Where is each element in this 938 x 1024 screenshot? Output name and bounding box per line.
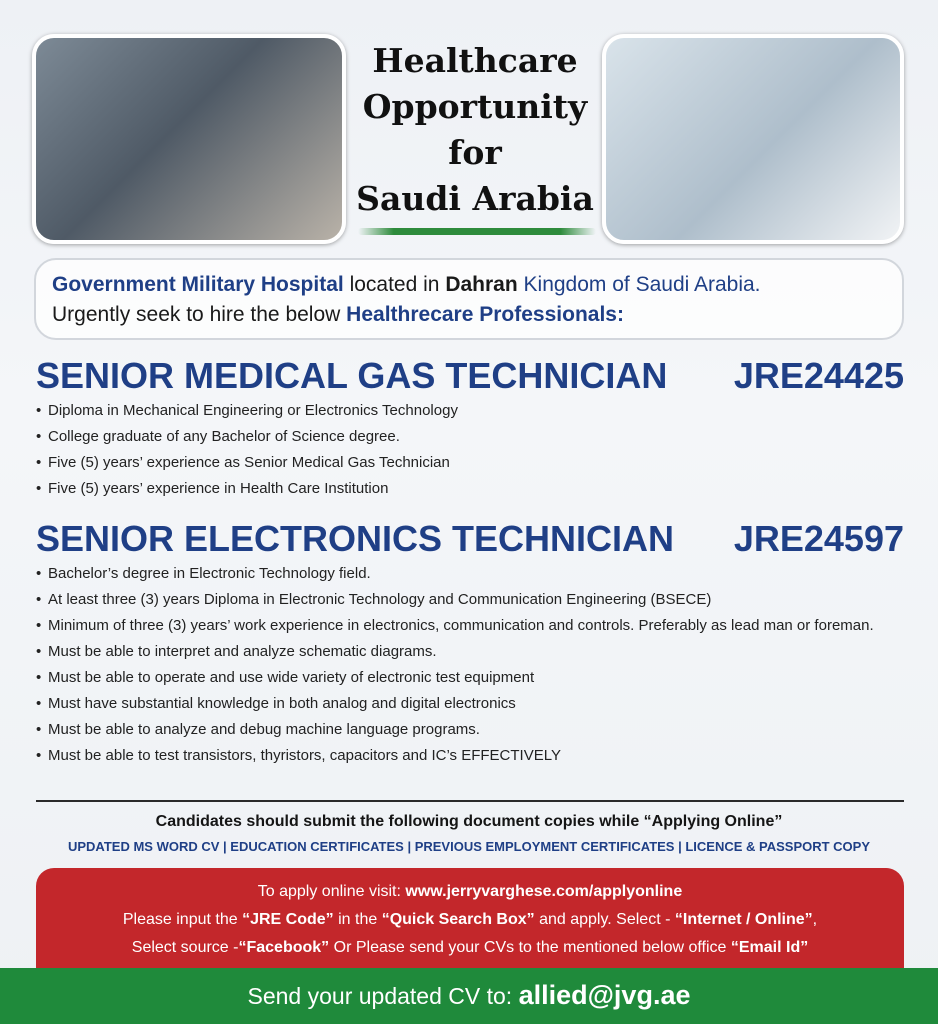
- list-item: • Must have substantial knowledge in both analog and digital electronics: [36, 693, 908, 714]
- apply-box: [36, 868, 904, 970]
- list-item: • Minimum of three (3) years’ work experience in electronics, communication and controls. Preferably as lead man or foreman.: [36, 615, 908, 636]
- apply-line-3: Select source -“Facebook” Or Please send your CVs to the mentioned below office “Email Id”: [131, 939, 809, 956]
- headline-underline: [358, 228, 596, 235]
- intro-line-1: Government Military Hospital located in Dahran Kingdom of Saudi Arabia.: [52, 273, 761, 296]
- job-title-1: SENIOR MEDICAL GAS TECHNICIAN JRE24425: [36, 355, 904, 396]
- technician-photo-left: [32, 34, 346, 244]
- headline: Healthcare Opportunity for Saudi Arabia: [356, 41, 594, 218]
- job-title-2: SENIOR ELECTRONICS TECHNICIAN JRE24597: [36, 518, 904, 559]
- apply-line-1: To apply online visit: www.jerryvarghese.com/applyonline: [257, 883, 683, 900]
- divider: [36, 800, 904, 802]
- job-code-1: JRE24425: [733, 355, 904, 396]
- list-item: • Diploma in Mechanical Engineering or Electronics Technology: [36, 400, 908, 421]
- job-2-requirements: [36, 563, 908, 771]
- list-item: • College graduate of any Bachelor of Science degree.: [36, 426, 908, 447]
- apply-url-link[interactable]: www.jerryvarghese.com/applyonline: [405, 883, 683, 900]
- footer-banner: Send your updated CV to: allied@jvg.ae: [0, 968, 938, 1024]
- list-item: • Five (5) years’ experience as Senior Medical Gas Technician: [36, 452, 908, 473]
- list-item: • Five (5) years’ experience in Health Care Institution: [36, 478, 908, 499]
- list-item: • Bachelor’s degree in Electronic Technology field.: [36, 563, 908, 584]
- apply-line-2: Please input the “JRE Code” in the “Quick Search Box” and apply. Select - “Internet / Online”,: [122, 911, 818, 928]
- list-item: • Must be able to test transistors, thyristors, capacitors and IC’s EFFECTIVELY: [36, 745, 908, 766]
- footer-email-link[interactable]: allied@jvg.ae: [518, 980, 691, 1010]
- list-item: • Must be able to operate and use wide variety of electronic test equipment: [36, 667, 908, 688]
- intro-line-2: Urgently seek to hire the below Healthrecare Professionals:: [52, 303, 624, 326]
- list-item: • Must be able to interpret and analyze schematic diagrams.: [36, 641, 908, 662]
- documents-heading: Candidates should submit the following document copies while “Applying Online”: [155, 813, 783, 830]
- job-code-2: JRE24597: [733, 518, 904, 559]
- technician-photo-right: [602, 34, 904, 244]
- documents-list: UPDATED MS WORD CV | EDUCATION CERTIFICATES | PREVIOUS EMPLOYMENT CERTIFICATES | LICENCE & PASSPORT COPY: [67, 839, 871, 854]
- intro-box: [34, 258, 904, 340]
- list-item: • Must be able to analyze and debug machine language programs.: [36, 719, 908, 740]
- list-item: • At least three (3) years Diploma in Electronic Technology and Communication Engineering (BSECE): [36, 589, 908, 610]
- job-1-requirements: [36, 400, 908, 504]
